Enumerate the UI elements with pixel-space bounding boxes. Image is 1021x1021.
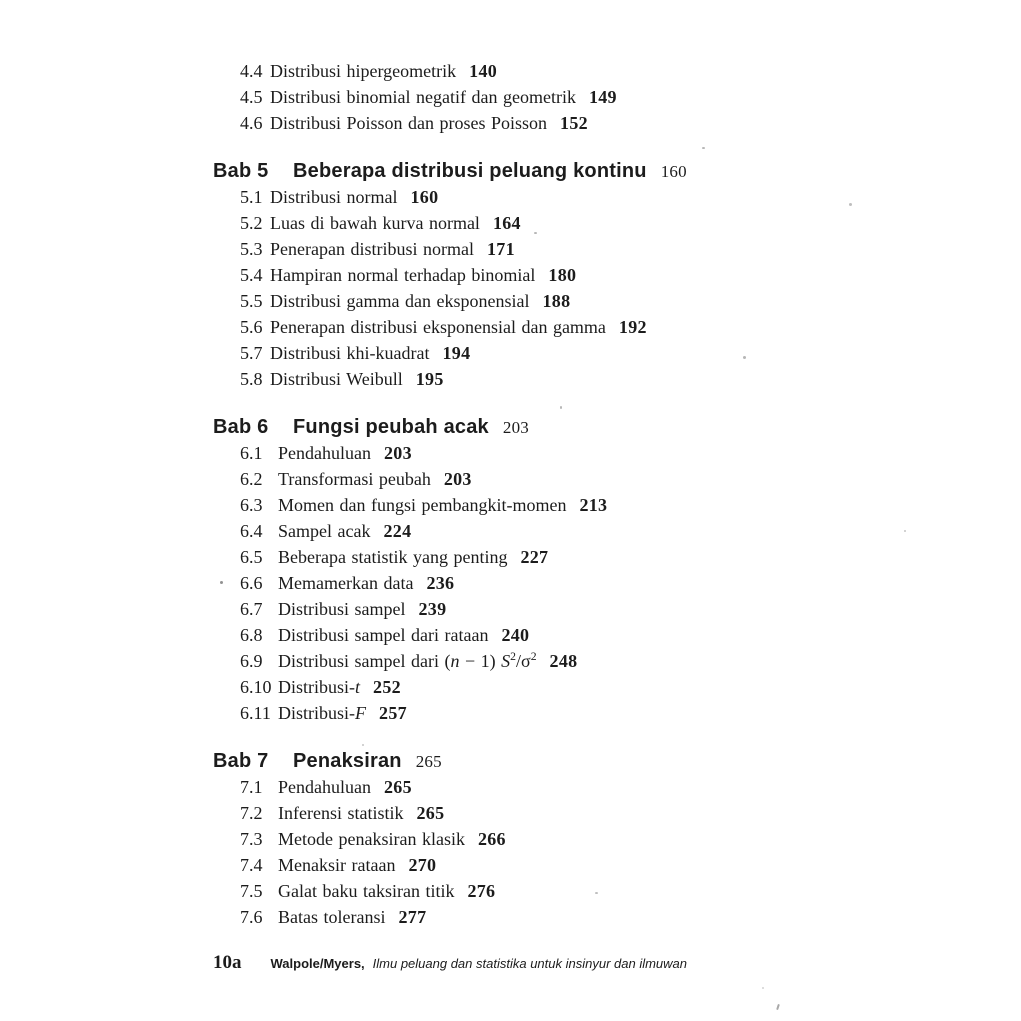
toc-item-page: 203 [443, 469, 472, 489]
toc-item [0, 262, 1021, 288]
toc-item-number: 4.6 [240, 113, 263, 133]
toc-item-title: Penerapan distribusi eksponensial dan gamma [270, 317, 606, 337]
toc-item-page: 277 [398, 907, 427, 927]
toc-item-title: Transformasi peubah [278, 469, 431, 489]
toc-item-number: 6.5 [240, 547, 263, 567]
toc-item-number: 5.6 [240, 317, 263, 337]
toc-item-page: 188 [542, 291, 571, 311]
ink-speck [762, 987, 764, 989]
chapter-label: Bab 7 [213, 750, 269, 772]
toc-item-number: 5.2 [240, 213, 263, 233]
toc-item [0, 648, 1021, 674]
toc-item [0, 314, 1021, 340]
toc-item-title: Metode penaksiran klasik [278, 829, 465, 849]
toc-item-title: Distribusi khi-kuadrat [270, 343, 430, 363]
ink-speck [220, 581, 223, 584]
toc-item-page: 149 [588, 87, 617, 107]
toc-item-number: 6.8 [240, 625, 263, 645]
toc-item-title: Distribusi gamma dan eksponensial [270, 291, 530, 311]
toc-item-page: 227 [520, 547, 549, 567]
ink-speck [743, 356, 746, 359]
toc-item-title: Luas di bawah kurva normal [270, 213, 480, 233]
toc-item-number: 7.3 [240, 829, 263, 849]
toc-item-number: 4.5 [240, 87, 263, 107]
toc-item-page: 266 [477, 829, 506, 849]
toc-item-title: Sampel acak [278, 521, 371, 541]
toc-item [0, 288, 1021, 314]
toc-item [0, 184, 1021, 210]
toc-item-page: 240 [501, 625, 530, 645]
ink-speck [702, 147, 705, 149]
toc-item-page: 164 [492, 213, 521, 233]
toc-item-title: Distribusi sampel dari rataan [278, 625, 489, 645]
toc-item [0, 826, 1021, 852]
chapter-heading [0, 748, 1021, 774]
ink-speck [904, 530, 906, 532]
toc-item-page: 239 [418, 599, 447, 619]
toc-item-page: 180 [548, 265, 577, 285]
toc-item [0, 544, 1021, 570]
toc-item-title: Memamerkan data [278, 573, 414, 593]
toc-item-number: 5.8 [240, 369, 263, 389]
chapter-title: Fungsi peubah acak [293, 416, 489, 438]
toc-item-title: Distribusi sampel dari (n − 1) $S^2/\sigma^2$ [278, 650, 537, 671]
toc-item-number: 6.11 [240, 703, 271, 723]
toc-item-title: Distribusi binomial negatif dan geometrik [270, 87, 576, 107]
toc-item-number: 6.10 [240, 677, 272, 697]
toc-item [0, 492, 1021, 518]
toc-item-title: Hampiran normal terhadap binomial [270, 265, 536, 285]
toc-item-number: 7.6 [240, 907, 263, 927]
toc-item-page: 224 [383, 521, 412, 541]
chapter-page: 203 [502, 418, 529, 437]
toc-item [0, 852, 1021, 878]
toc-item-page: 203 [383, 443, 412, 463]
toc-item-page: 252 [373, 677, 401, 697]
toc-item-title: Distribusi sampel [278, 599, 406, 619]
toc-item-page: 236 [426, 573, 455, 593]
toc-item-number: 6.6 [240, 573, 263, 593]
ink-speck [849, 203, 852, 206]
toc-item-title: Pendahuluan [278, 443, 371, 463]
toc-item-page: 270 [408, 855, 437, 875]
ink-speck [776, 1004, 780, 1010]
toc-item-page: 171 [486, 239, 515, 259]
toc-item [0, 904, 1021, 930]
toc-item-page: 192 [618, 317, 647, 337]
footer-authors: Walpole/Myers, [270, 956, 365, 971]
toc-item [0, 700, 1021, 726]
toc-item-number: 5.7 [240, 343, 263, 363]
footer-page-number: 10a [213, 952, 242, 973]
toc-item-title: Penerapan distribusi normal [270, 239, 474, 259]
toc-item [0, 466, 1021, 492]
ink-speck [362, 744, 364, 746]
chapter-page: 265 [415, 752, 442, 771]
chapter-title: Beberapa distribusi peluang kontinu [293, 160, 647, 182]
toc-item [0, 84, 1021, 110]
toc-item [0, 236, 1021, 262]
chapter-label: Bab 5 [213, 160, 269, 182]
toc-item [0, 800, 1021, 826]
toc-item-page: 257 [379, 703, 407, 723]
toc-item-number: 5.5 [240, 291, 263, 311]
toc-item-title: Galat baku taksiran titik [278, 881, 455, 901]
toc-item [0, 340, 1021, 366]
toc-item [0, 622, 1021, 648]
ink-speck [595, 892, 598, 894]
toc-item-number: 6.9 [240, 651, 263, 671]
toc-item-page: 248 [549, 651, 578, 671]
toc-item-title: Momen dan fungsi pembangkit-momen [278, 495, 567, 515]
toc-item-number: 6.4 [240, 521, 263, 541]
toc-item-number: 5.3 [240, 239, 263, 259]
toc-item-title: Menaksir rataan [278, 855, 396, 875]
toc-item [0, 518, 1021, 544]
chapter-title: Penaksiran [293, 750, 402, 772]
toc-item-number: 5.4 [240, 265, 263, 285]
toc-item [0, 110, 1021, 136]
toc-item-title: Distribusi Poisson dan proses Poisson [270, 113, 548, 133]
ink-speck [534, 232, 537, 234]
toc-item-page: 265 [416, 803, 445, 823]
toc-item [0, 596, 1021, 622]
toc-item-page: 152 [560, 113, 588, 133]
toc-item-number: 6.3 [240, 495, 263, 515]
chapter-label: Bab 6 [213, 416, 269, 438]
toc-item [0, 58, 1021, 84]
toc-item-page: 160 [410, 187, 439, 207]
toc-item-title: Distribusi-t [278, 677, 361, 697]
toc-item-number: 6.2 [240, 469, 263, 489]
chapter-heading [0, 414, 1021, 440]
toc-item-number: 7.2 [240, 803, 263, 823]
toc-item-page: 140 [469, 61, 498, 81]
footer-book-title: Ilmu peluang dan statistika untuk insinyur dan ilmuwan [372, 956, 687, 971]
toc-item [0, 878, 1021, 904]
toc-item-number: 7.1 [240, 777, 263, 797]
toc-item-page: 194 [442, 343, 471, 363]
toc-item-page: 195 [415, 369, 444, 389]
toc-item-title: Distribusi Weibull [270, 369, 403, 389]
toc-item-number: 4.4 [240, 61, 263, 81]
toc-item-number: 7.5 [240, 881, 263, 901]
toc-item-title: Distribusi normal [270, 187, 398, 207]
toc-section-bab6 [0, 414, 1021, 726]
toc-section-bab4-partial [0, 58, 1021, 136]
toc-item [0, 674, 1021, 700]
toc-item-number: 6.7 [240, 599, 263, 619]
toc-section-bab7 [0, 748, 1021, 930]
chapter-heading [0, 158, 1021, 184]
toc-item-number: 7.4 [240, 855, 263, 875]
chapter-page: 160 [660, 162, 687, 181]
toc-item-title: Distribusi hipergeometrik [270, 61, 457, 81]
page-footer [213, 950, 687, 976]
toc-item-title: Distribusi-F [278, 703, 367, 723]
toc-item-page: 213 [579, 495, 608, 515]
toc-item [0, 210, 1021, 236]
toc-item-title: Batas toleransi [278, 907, 386, 927]
ink-speck [560, 406, 562, 409]
toc-item [0, 366, 1021, 392]
toc-section-bab5 [0, 158, 1021, 392]
toc-item-title: Pendahuluan [278, 777, 371, 797]
toc-item-title: Beberapa statistik yang penting [278, 547, 508, 567]
toc-item-page: 276 [467, 881, 496, 901]
toc-item-title: Inferensi statistik [278, 803, 404, 823]
toc-item [0, 774, 1021, 800]
toc-item-number: 6.1 [240, 443, 263, 463]
toc-item-page: 265 [383, 777, 412, 797]
toc-item-number: 5.1 [240, 187, 263, 207]
toc-item [0, 570, 1021, 596]
toc-item [0, 440, 1021, 466]
